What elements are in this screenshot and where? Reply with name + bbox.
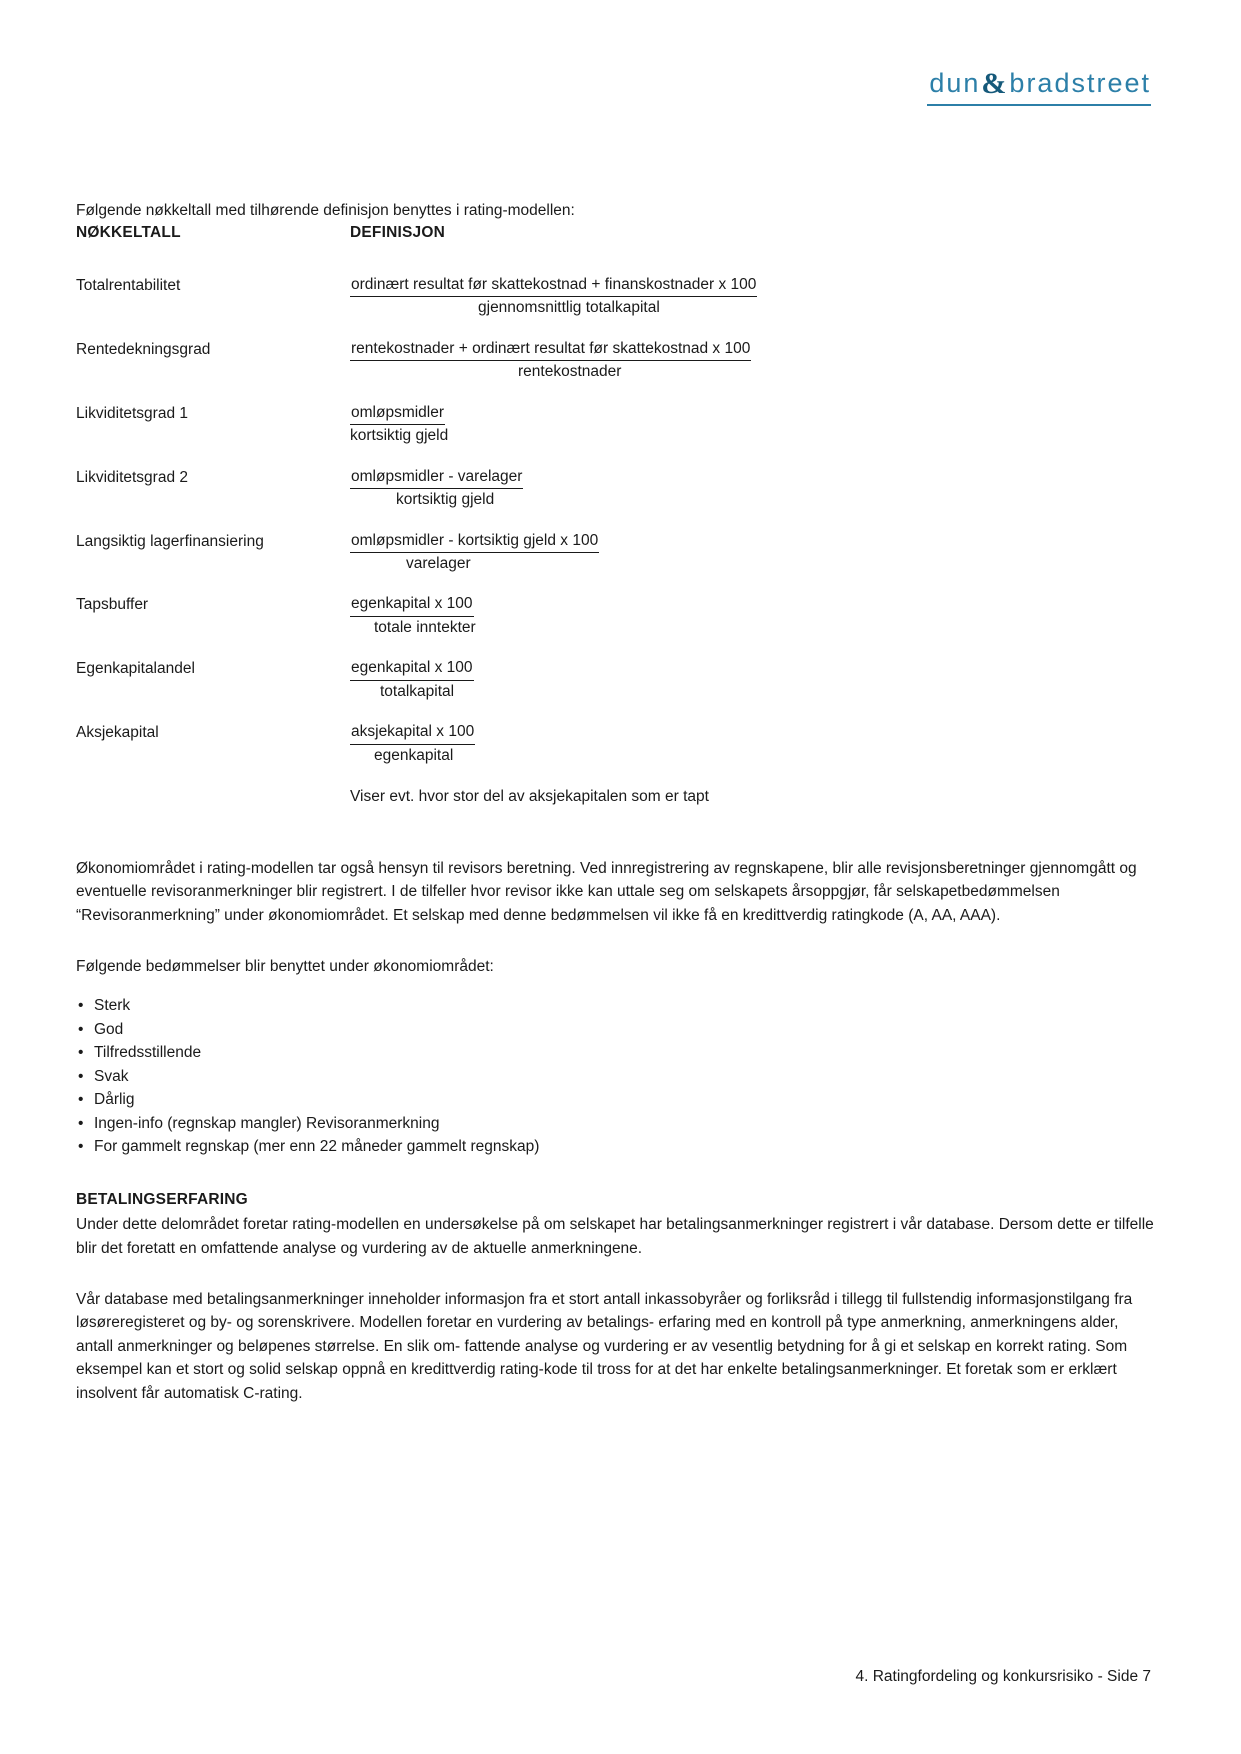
note-spacer [76,786,350,828]
row-label: Egenkapitalandel [76,660,195,678]
fraction [350,403,1154,447]
column-header-key-figure: NØKKELTALL [76,224,181,242]
fraction-numerator: ordinært resultat før skattekostnad + finanskostnader x 100 [350,275,757,297]
assessments-intro: Følgende bedømmelser blir benyttet under økonomiområdet: [76,958,494,976]
fraction-denominator: totale inntekter [374,618,476,636]
row-definition [350,531,1154,595]
row-label: Likviditetsgrad 2 [76,468,189,486]
fraction [350,531,1154,575]
section-heading-betalingserfaring: BETALINGSERFARING [76,1190,248,1208]
fraction-numerator: omløpsmidler - kortsiktig gjeld x 100 [350,531,599,553]
list-item: • God [76,1018,1154,1042]
dun-bradstreet-logo [927,68,1151,106]
column-header-definition: DEFINISJON [350,224,446,242]
logo-wordmark [929,68,1151,98]
fraction-denominator: varelager [406,555,471,573]
table-row [76,467,1154,531]
row-label: Tapsbuffer [76,596,149,614]
list-item: • Tilfredsstillende [76,1041,1154,1065]
key-figures-table [76,222,1154,828]
table-note: Viser evt. hvor stor del av aksjekapitalen som er tapt [350,788,709,806]
fraction-denominator: kortsiktig gjeld [350,427,449,445]
fraction-denominator: egenkapital [374,746,454,764]
table-row [76,531,1154,595]
row-label: Totalrentabilitet [76,276,181,294]
list-item: • Svak [76,1065,1154,1089]
row-definition [350,467,1154,531]
table-row [76,275,1154,339]
row-definition [350,658,1154,722]
row-label: Langsiktig lagerfinansiering [76,532,264,550]
table-row [76,594,1154,658]
row-label: Likviditetsgrad 1 [76,404,189,422]
fraction [350,339,1154,383]
list-item: • Sterk [76,994,1154,1018]
fraction-numerator: rentekostnader + ordinært resultat før skattekostnad x 100 [350,339,751,361]
fraction-denominator: kortsiktig gjeld [396,491,495,509]
row-definition [350,403,1154,467]
row-definition [350,339,1154,403]
fraction-numerator: egenkapital x 100 [350,594,474,616]
fraction-denominator: gjennomsnittlig totalkapital [478,299,660,317]
row-definition [350,275,1154,339]
fraction [350,722,1154,766]
fraction-numerator: omløpsmidler - varelager [350,467,523,489]
fraction [350,658,1154,702]
fraction [350,467,1154,511]
table-row [76,403,1154,467]
page-footer: 4. Ratingfordeling og konkursrisiko - Side 7 [855,1668,1151,1685]
economy-paragraph: Økonomiområdet i rating-modellen tar også hensyn til revisors beretning. Ved innregistrering av regnskapene, blir alle revisjonsberetninger gjennomgått og eventuelle revisoranmerkninger blir registrert. I de tilfeller hvor revisor ikke kan uttale seg om selskapets årsoppgjør, får selskapetbedømmelsen “Revisoranmerkning” under økonomiområdet. Et selskap med denne bedømmelsen vil ikke få en kredittverdig ratingkode (A, AA, AAA). [76,859,1137,924]
list-item: • For gammelt regnskap (mer enn 22 måneder gammelt regnskap) [76,1135,1154,1159]
table-note-row [76,786,1154,828]
fraction-denominator: totalkapital [380,682,455,700]
table-header-row [76,222,1154,274]
table-row [76,339,1154,403]
row-label: Rentedekningsgrad [76,340,211,358]
fraction-denominator: rentekostnader [518,363,622,381]
fraction [350,275,1154,319]
payment-paragraph-2: Vår database med betalingsanmerkninger inneholder informasjon fra et stort antall inkassobyråer og forliksråd i tillegg til fullstendig informasjonstilgang fra løsøreregisteret og by- og sorenskrivere. Modellen foretar en vurdering av betalings- erfaring med en kontroll på type anmerkning, anmerkningens alder, antall anmerkninger og beløpenes størrelse. En slik om- fattende analyse og vurdering er av vesentlig betydning for å gi et selskap en korrekt rating. Som eksempel kan et stort og solid selskap oppnå en kredittverdig rating-kode til tross for at det har enkelte betalingsanmerkninger. Et foretak som er erklært insolvent får automatisk C-rating. [76,1290,1133,1403]
table-row [76,722,1154,786]
fraction-numerator: omløpsmidler [350,403,445,425]
list-item: • Ingen-info (regnskap mangler) Revisoranmerkning [76,1112,1154,1136]
fraction [350,594,1154,638]
intro-paragraph: Følgende nøkkeltall med tilhørende definisjon benyttes i rating-modellen: [76,202,575,219]
ampersand-icon: & [981,67,1009,100]
document-content [76,200,1154,1421]
logo-text-bradstreet: bradstreet [1009,67,1151,98]
payment-paragraph-1: Under dette delområdet foretar rating-modellen en undersøkelse på om selskapet har betalingsanmerkninger registrert i vår database. Dersom dette er tilfelle blir det foretatt en omfattende analyse og vurdering av de aktuelle anmerkningene. [76,1216,1154,1257]
row-label: Aksjekapital [76,724,159,742]
assessments-list [76,994,1154,1159]
list-item: • Dårlig [76,1088,1154,1112]
fraction-numerator: egenkapital x 100 [350,658,474,680]
logo-text-dun: dun [929,67,981,98]
table-row [76,658,1154,722]
logo-underline [927,104,1151,106]
row-definition [350,722,1154,786]
row-definition [350,594,1154,658]
fraction-numerator: aksjekapital x 100 [350,722,475,744]
